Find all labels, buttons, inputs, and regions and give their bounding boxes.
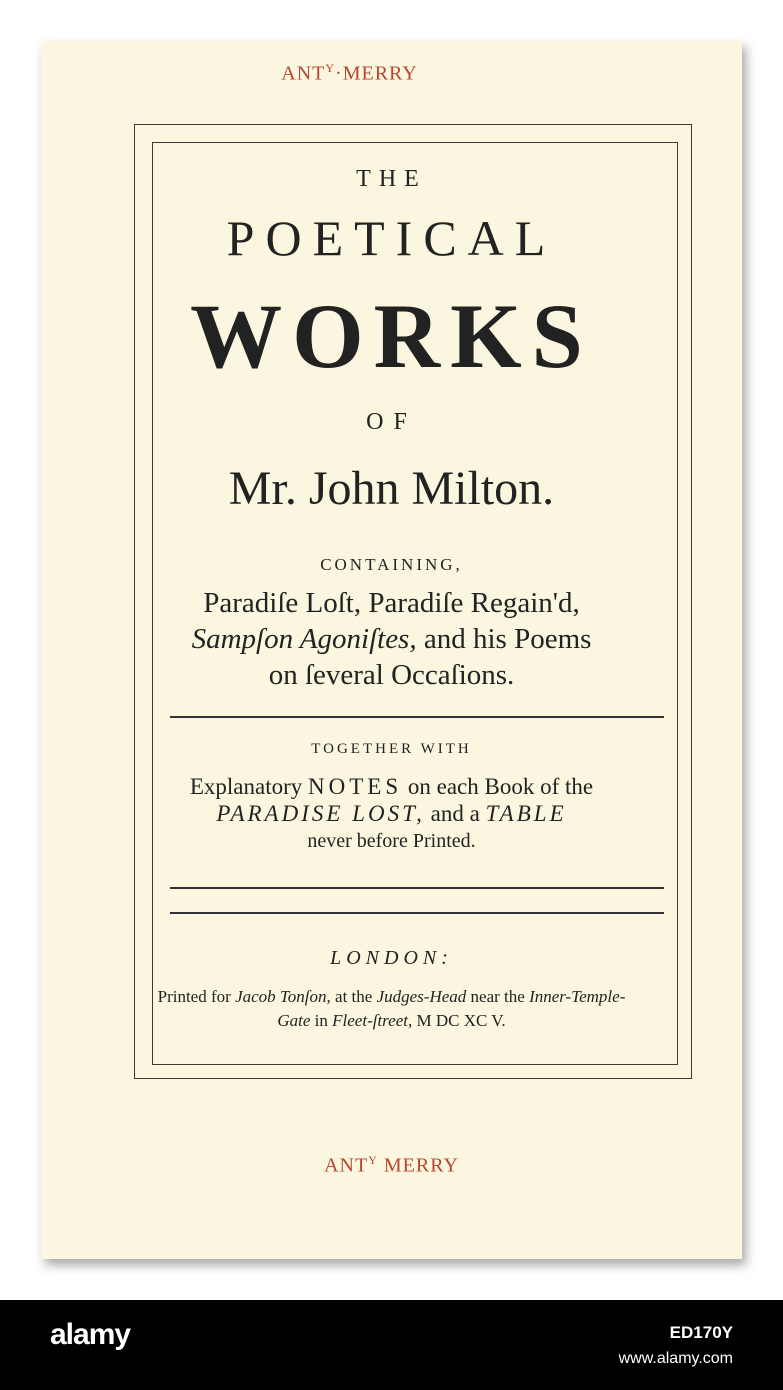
notes-line-2 (41, 801, 742, 827)
owner-stamp-top (0, 61, 700, 86)
heading-of: OF (366, 409, 417, 435)
alamy-logo: alamy (50, 1318, 131, 1351)
notes-line-3: never before Printed. (307, 830, 476, 852)
imprint-date: M DC XC V. (412, 1011, 506, 1030)
owner-stamp-bottom (41, 1153, 742, 1178)
stamp-top-rest: ·MERRY (335, 62, 418, 85)
contents-line-2 (41, 623, 742, 656)
rule-3 (170, 912, 664, 914)
notes-paradise-lost: PARADISE LOST, (216, 801, 425, 826)
contents-sampson: Sampſon Agoniſtes, (191, 623, 417, 655)
imprint-judges-head: Judges-Head (376, 987, 467, 1006)
together-with: TOGETHER WITH (311, 741, 472, 757)
imprint-printed-for: Printed for (157, 987, 236, 1006)
notes-line-1 (41, 774, 742, 800)
image-id: ED170Y (669, 1323, 733, 1342)
contents-line-3: on ſeveral Occaſions. (268, 659, 515, 691)
notes-each-book: on each Book of the (402, 774, 594, 799)
notes-and-a: and a (424, 801, 486, 826)
stamp-top-sup: Y (325, 61, 336, 75)
imprint-at-the: at the (330, 987, 377, 1006)
heading-works: WORKS (190, 285, 593, 387)
contents-poems: and his Poems (416, 623, 592, 655)
notes-notes: NOTES (308, 774, 403, 799)
imprint-tonson: Jacob Tonſon, (235, 987, 331, 1006)
author-name: Mr. John Milton. (228, 462, 555, 515)
imprint-london: LONDON: (330, 947, 453, 969)
stamp-bottom-sup: Y (368, 1153, 378, 1167)
containing-label: CONTAINING, (320, 555, 463, 574)
notes-explanatory: Explanatory (189, 774, 309, 799)
imprint-fleet-street: Fleet-ſtreet, (332, 1011, 413, 1030)
contents-line-1: Paradiſe Loſt, Paradiſe Regain'd, (203, 587, 580, 619)
imprint-near-the: near the (466, 987, 530, 1006)
rule-1 (170, 716, 664, 718)
imprint-line-2 (41, 1011, 742, 1031)
stamp-bottom-rest: MERRY (377, 1154, 459, 1177)
notes-table: TABLE (485, 801, 567, 826)
rule-2 (170, 887, 664, 889)
site-url: www.alamy.com (618, 1350, 733, 1367)
heading-poetical: POETICAL (226, 210, 557, 266)
title-page (41, 41, 742, 1259)
stamp-bottom-text: ANT (324, 1154, 369, 1177)
stamp-top-text: ANT (281, 62, 326, 85)
heading-the: THE (356, 166, 427, 192)
imprint-line-1 (41, 987, 742, 1007)
imprint-gate: Gate (277, 1011, 311, 1030)
imprint-inner-temple: Inner-Temple- (529, 987, 626, 1006)
imprint-in: in (310, 1011, 333, 1030)
